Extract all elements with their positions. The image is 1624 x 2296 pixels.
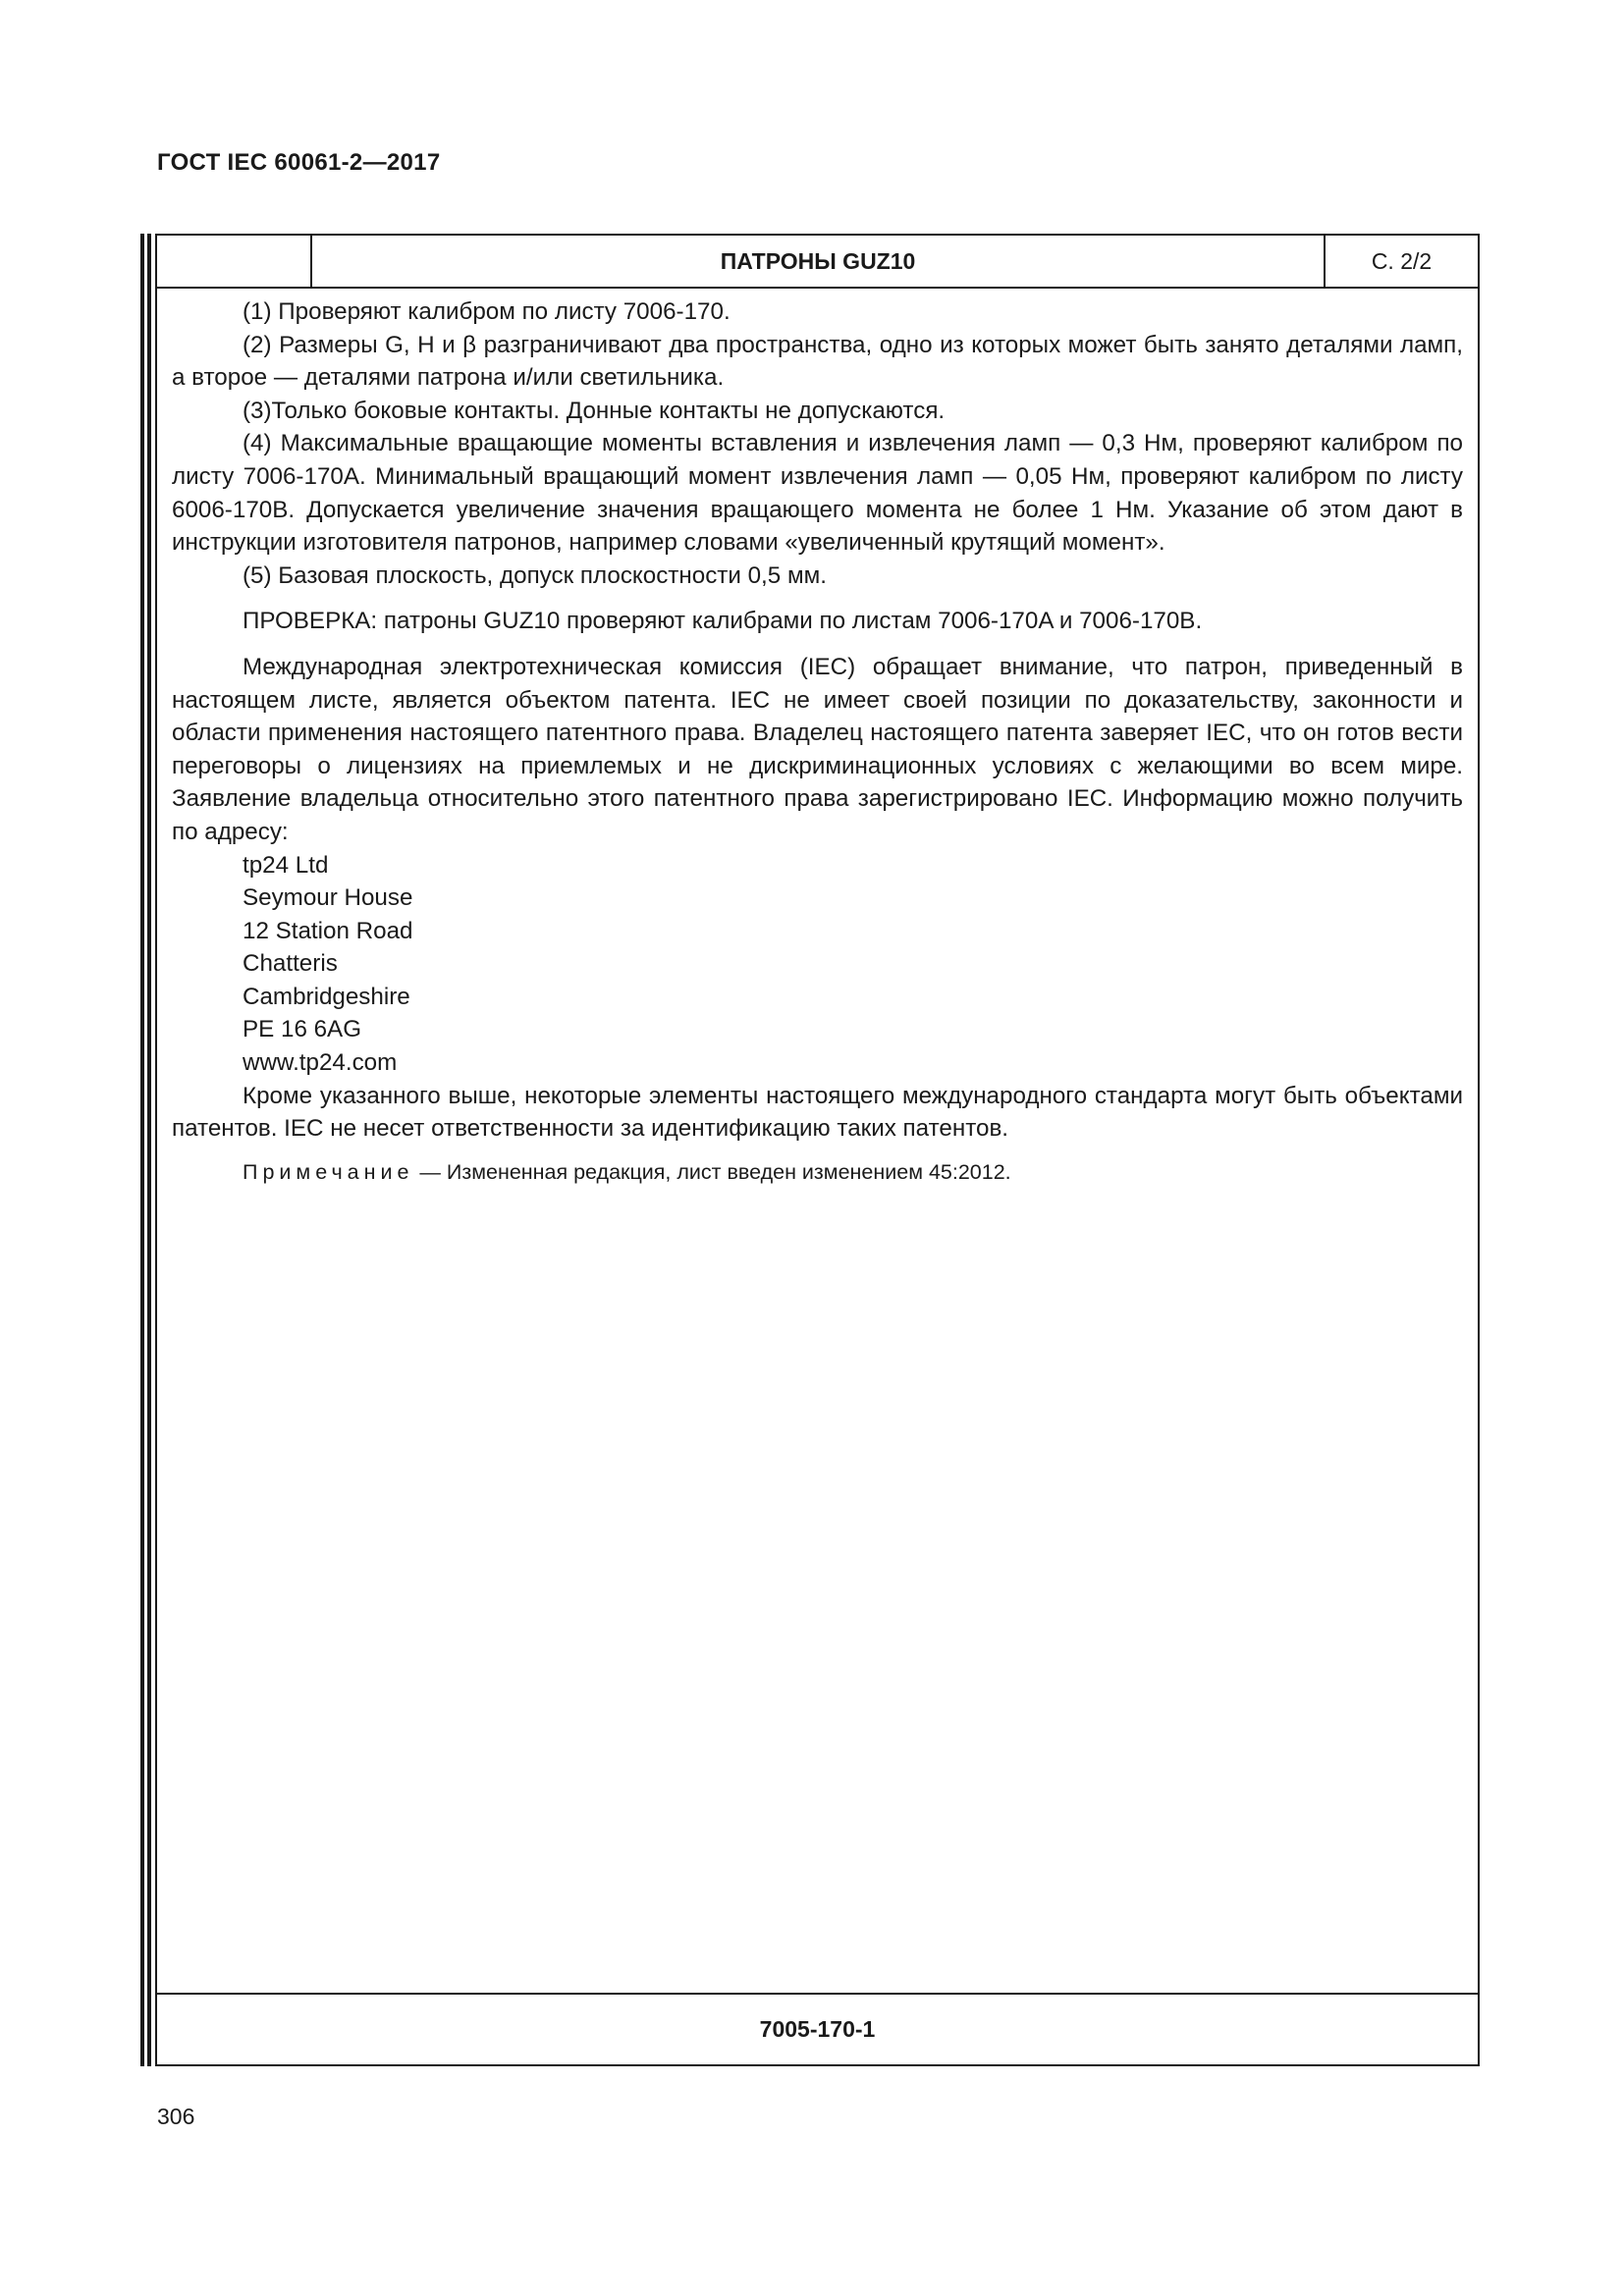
address-line: PE 16 6AG <box>243 1016 362 1043</box>
frame-margin-bar <box>147 234 151 2066</box>
frame-margin-bar <box>140 234 144 2066</box>
sheet-title: ПАТРОНЫ GUZ10 <box>312 236 1326 287</box>
note-2: (2) Размеры G, H и β разграничивают два пространства, одно из которых может быть занято деталями ламп, а второе — деталями патрона и/или светильника. <box>172 331 1463 392</box>
note-5: (5) Базовая плоскость, допуск плоскостности 0,5 мм. <box>243 561 827 589</box>
note-label: Примечание <box>243 1159 414 1184</box>
note-1: (1) Проверяют калибром по листу 7006-170. <box>243 298 731 325</box>
standard-header: ГОСТ IEC 60061-2—2017 <box>157 149 441 176</box>
address-line: Chatteris <box>243 950 338 978</box>
patent-closing-paragraph: Кроме указанного выше, некоторые элементы настоящего международного стандарта могут быть объектами патентов. IEC не несет ответственности за идентификацию таких патентов. <box>172 1082 1463 1143</box>
sheet-frame <box>155 234 1480 2066</box>
address-line: tp24 Ltd <box>243 851 329 879</box>
note-4: (4) Максимальные вращающие моменты вставления и извлечения ламп — 0,3 Нм, проверяют калибром по листу 7006-170A. Минимальный вращающий момент извлечения ламп — 0,05 Нм, проверяют калибром по листу 6006-170B. Допускается увеличение значения вращающего момента не более 1 Нм. Указание об этом дают в инструкции изготовителя патронов, например словами «увеличенный крутящий момент». <box>172 430 1463 557</box>
title-cell-empty <box>157 236 312 287</box>
note-3: (3)Только боковые контакты. Донные контакты не допускаются. <box>243 397 946 424</box>
page-number: 306 <box>157 2104 195 2129</box>
check-paragraph: ПРОВЕРКА: патроны GUZ10 проверяют калибрами по листам 7006-170A и 7006-170B. <box>243 608 1203 635</box>
note-text: — Измененная редакция, лист введен изменением 45:2012. <box>413 1159 1011 1184</box>
address-line: Seymour House <box>243 884 413 912</box>
sheet-content <box>157 287 1478 1993</box>
address-line: Cambridgeshire <box>243 983 410 1010</box>
sheet-code: 7005-170-1 <box>157 1993 1478 2064</box>
address-line: 12 Station Road <box>243 917 413 944</box>
amendment-note <box>172 1156 1463 1190</box>
patent-paragraph: Международная электротехническая комиссия (IEC) обращает внимание, что патрон, приведенный в настоящем листе, является объектом патента. IEC не имеет своей позиции по доказательству, законности и области применения настоящего патентного права. Владелец настоящего патента заверяет IEC, что он готов вести переговоры о лицензиях на приемлемых и не дискриминационных условиях с желающими во всем мире. Заявление владельца относительно этого патентного права зарегистрировано IEC. Информацию можно получить по адресу: <box>172 653 1463 845</box>
sheet-title-row <box>157 236 1478 289</box>
address-line: www.tp24.com <box>243 1049 398 1077</box>
sheet-page-ref: С. 2/2 <box>1371 247 1433 274</box>
